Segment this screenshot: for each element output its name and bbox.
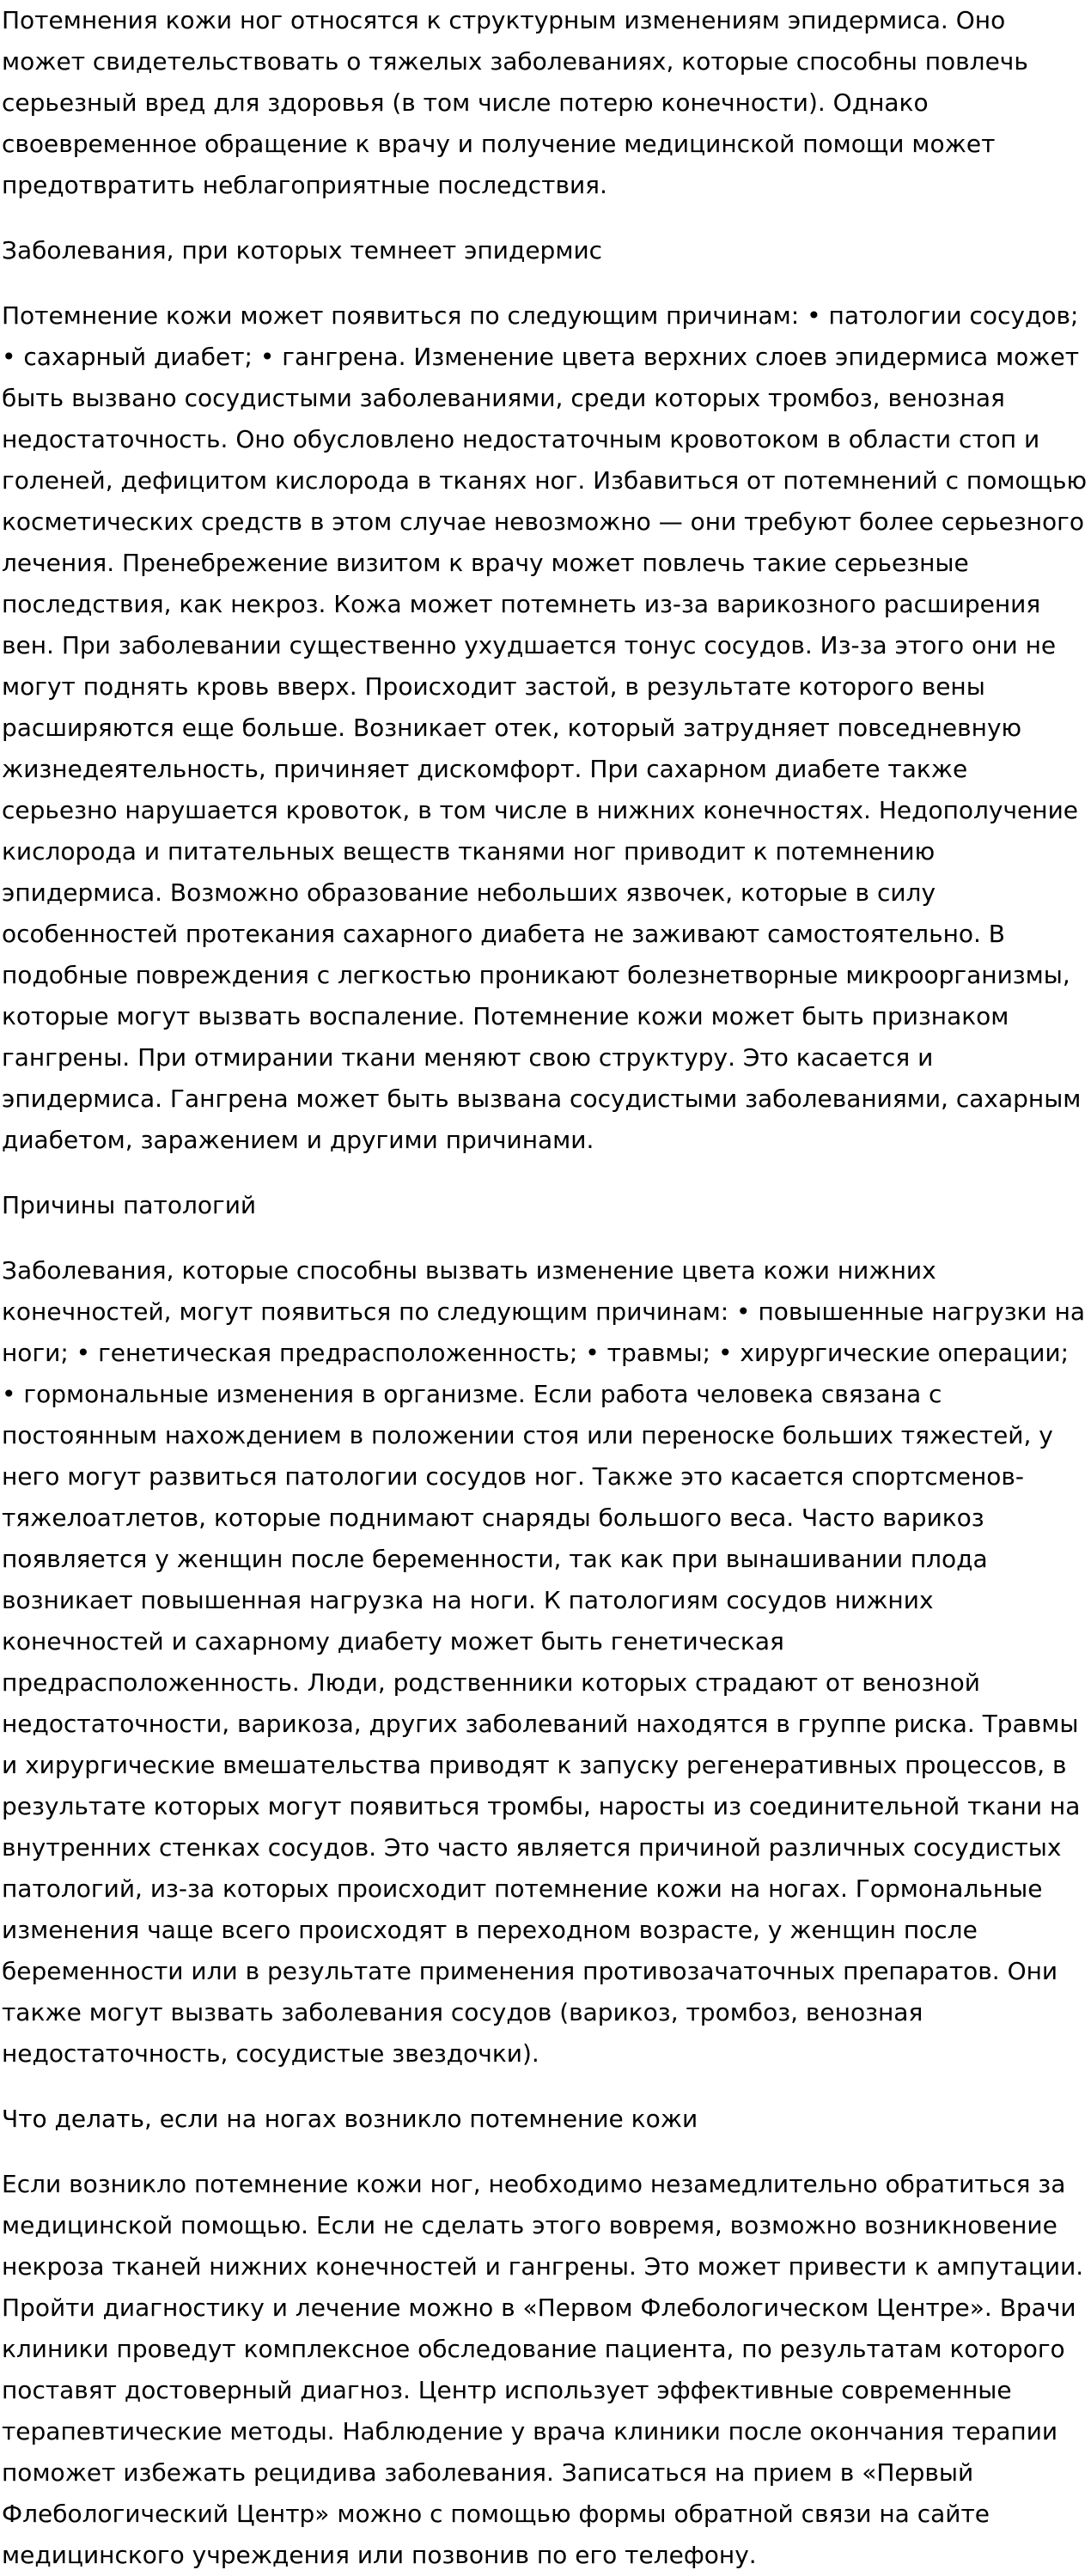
paragraph: Потемнение кожи может появиться по следующим причинам: • патологии сосудов; • сахарный диабет; • гангрена. Изменение цвета верхних слоев эпидермиса может быть вызвано сосудистыми заболеваниями, среди которых тромбоз, венозная недостаточность. Оно обусловлено недостаточным кровотоком в области стоп и голеней, дефицитом кислорода в тканях ног. Избавиться от потемнений с помощью косметических средств в этом случае невозможно — они требуют более серьезного лечения. Пренебрежение визитом к врачу может повлечь такие серьезные последствия, как некроз. Кожа может потемнеть из-за варикозного расширения вен. При заболевании существенно ухудшается тонус сосудов. Из-за этого они не могут поднять кровь вверх. Происходит застой, в результате которого вены расширяются еще больше. Возникает отек, который затрудняет повседневную жизнедеятельность, причиняет дискомфорт. При сахарном диабете также серьезно нарушается кровоток, в том числе в нижних конечностях. Недополучение кислорода и питательных веществ тканями ног приводит к потемнению эпидермиса. Возможно образование небольших язвочек, которые в силу особенностей протекания сахарного диабета не заживают самостоятельно. В подобные повреждения с легкостью проникают болезнетворные микроорганизмы, которые могут вызвать воспаление. Потемнение кожи может быть признаком гангрены. При отмирании ткани меняют свою структуру. Это касается и эпидермиса. Гангрена может быть вызвана сосудистыми заболеваниями, сахарным диабетом, заражением и другими причинами. <box>2 301 1088 1154</box>
section-heading: Что делать, если на ногах возникло потемнение кожи <box>2 2105 698 2133</box>
section-heading: Причины патологий <box>2 1191 257 1219</box>
paragraph: Если возникло потемнение кожи ног, необходимо незамедлительно обратиться за медицинской помощью. Если не сделать этого вовремя, возможно возникновение некроза тканей нижних конечностей и гангрены. Это может привести к ампутации. Пройти диагностику и лечение можно в «Первом Флебологическом Центре». Врачи клиники проведут комплексное обследование пациента, по результатам которого поставят достоверный диагноз. Центр использует эффективные современные терапевтические методы. Наблюдение у врача клиники после окончания терапии поможет избежать рецидива заболевания. Записаться на прием в «Первый Флебологический Центр» можно с помощью формы обратной связи на сайте медицинского учреждения или позвонив по его телефону. <box>2 2170 1084 2569</box>
section-heading: Заболевания, при которых темнеет эпидермис <box>2 236 603 264</box>
paragraph: Потемнения кожи ног относятся к структурным изменениям эпидермиса. Оно может свидетельствовать о тяжелых заболеваниях, которые способны повлечь серьезный вред для здоровья (в том числе потерю конечности). Однако своевременное обращение к врачу и получение медицинской помощи может предотвратить неблагоприятные последствия. <box>2 6 1028 199</box>
paragraph: Заболевания, которые способны вызвать изменение цвета кожи нижних конечностей, могут появиться по следующим причинам: • повышенные нагрузки на ноги; • генетическая предрасположенность; • травмы; • хирургические операции; • гормональные изменения в организме. Если работа человека связана с постоянным нахождением в положении стоя или переноске больших тяжестей, у него могут развиться патологии сосудов ног. Также это касается спортсменов-тяжелоатлетов, которые поднимают снаряды большого веса. Часто варикоз появляется у женщин после беременности, так как при вынашивании плода возникает повышенная нагрузка на ноги. К патологиям сосудов нижних конечностей и сахарному диабету может быть генетическая предрасположенность. Люди, родственники которых страдают от венозной недостаточности, варикоза, других заболеваний находятся в группе риска. Травмы и хирургические вмешательства приводят к запуску регенеративных процессов, в результате которых могут появиться тромбы, наросты из соединительной ткани на внутренних стенках сосудов. Это часто является причиной различных сосудистых патологий, из-за которых происходит потемнение кожи на ногах. Гормональные изменения чаще всего происходят в переходном возрасте, у женщин после беременности или в результате применения противозачаточных препаратов. Они также могут вызвать заболевания сосудов (варикоз, тромбоз, венозная недостаточность, сосудистые звездочки). <box>2 1256 1086 2068</box>
